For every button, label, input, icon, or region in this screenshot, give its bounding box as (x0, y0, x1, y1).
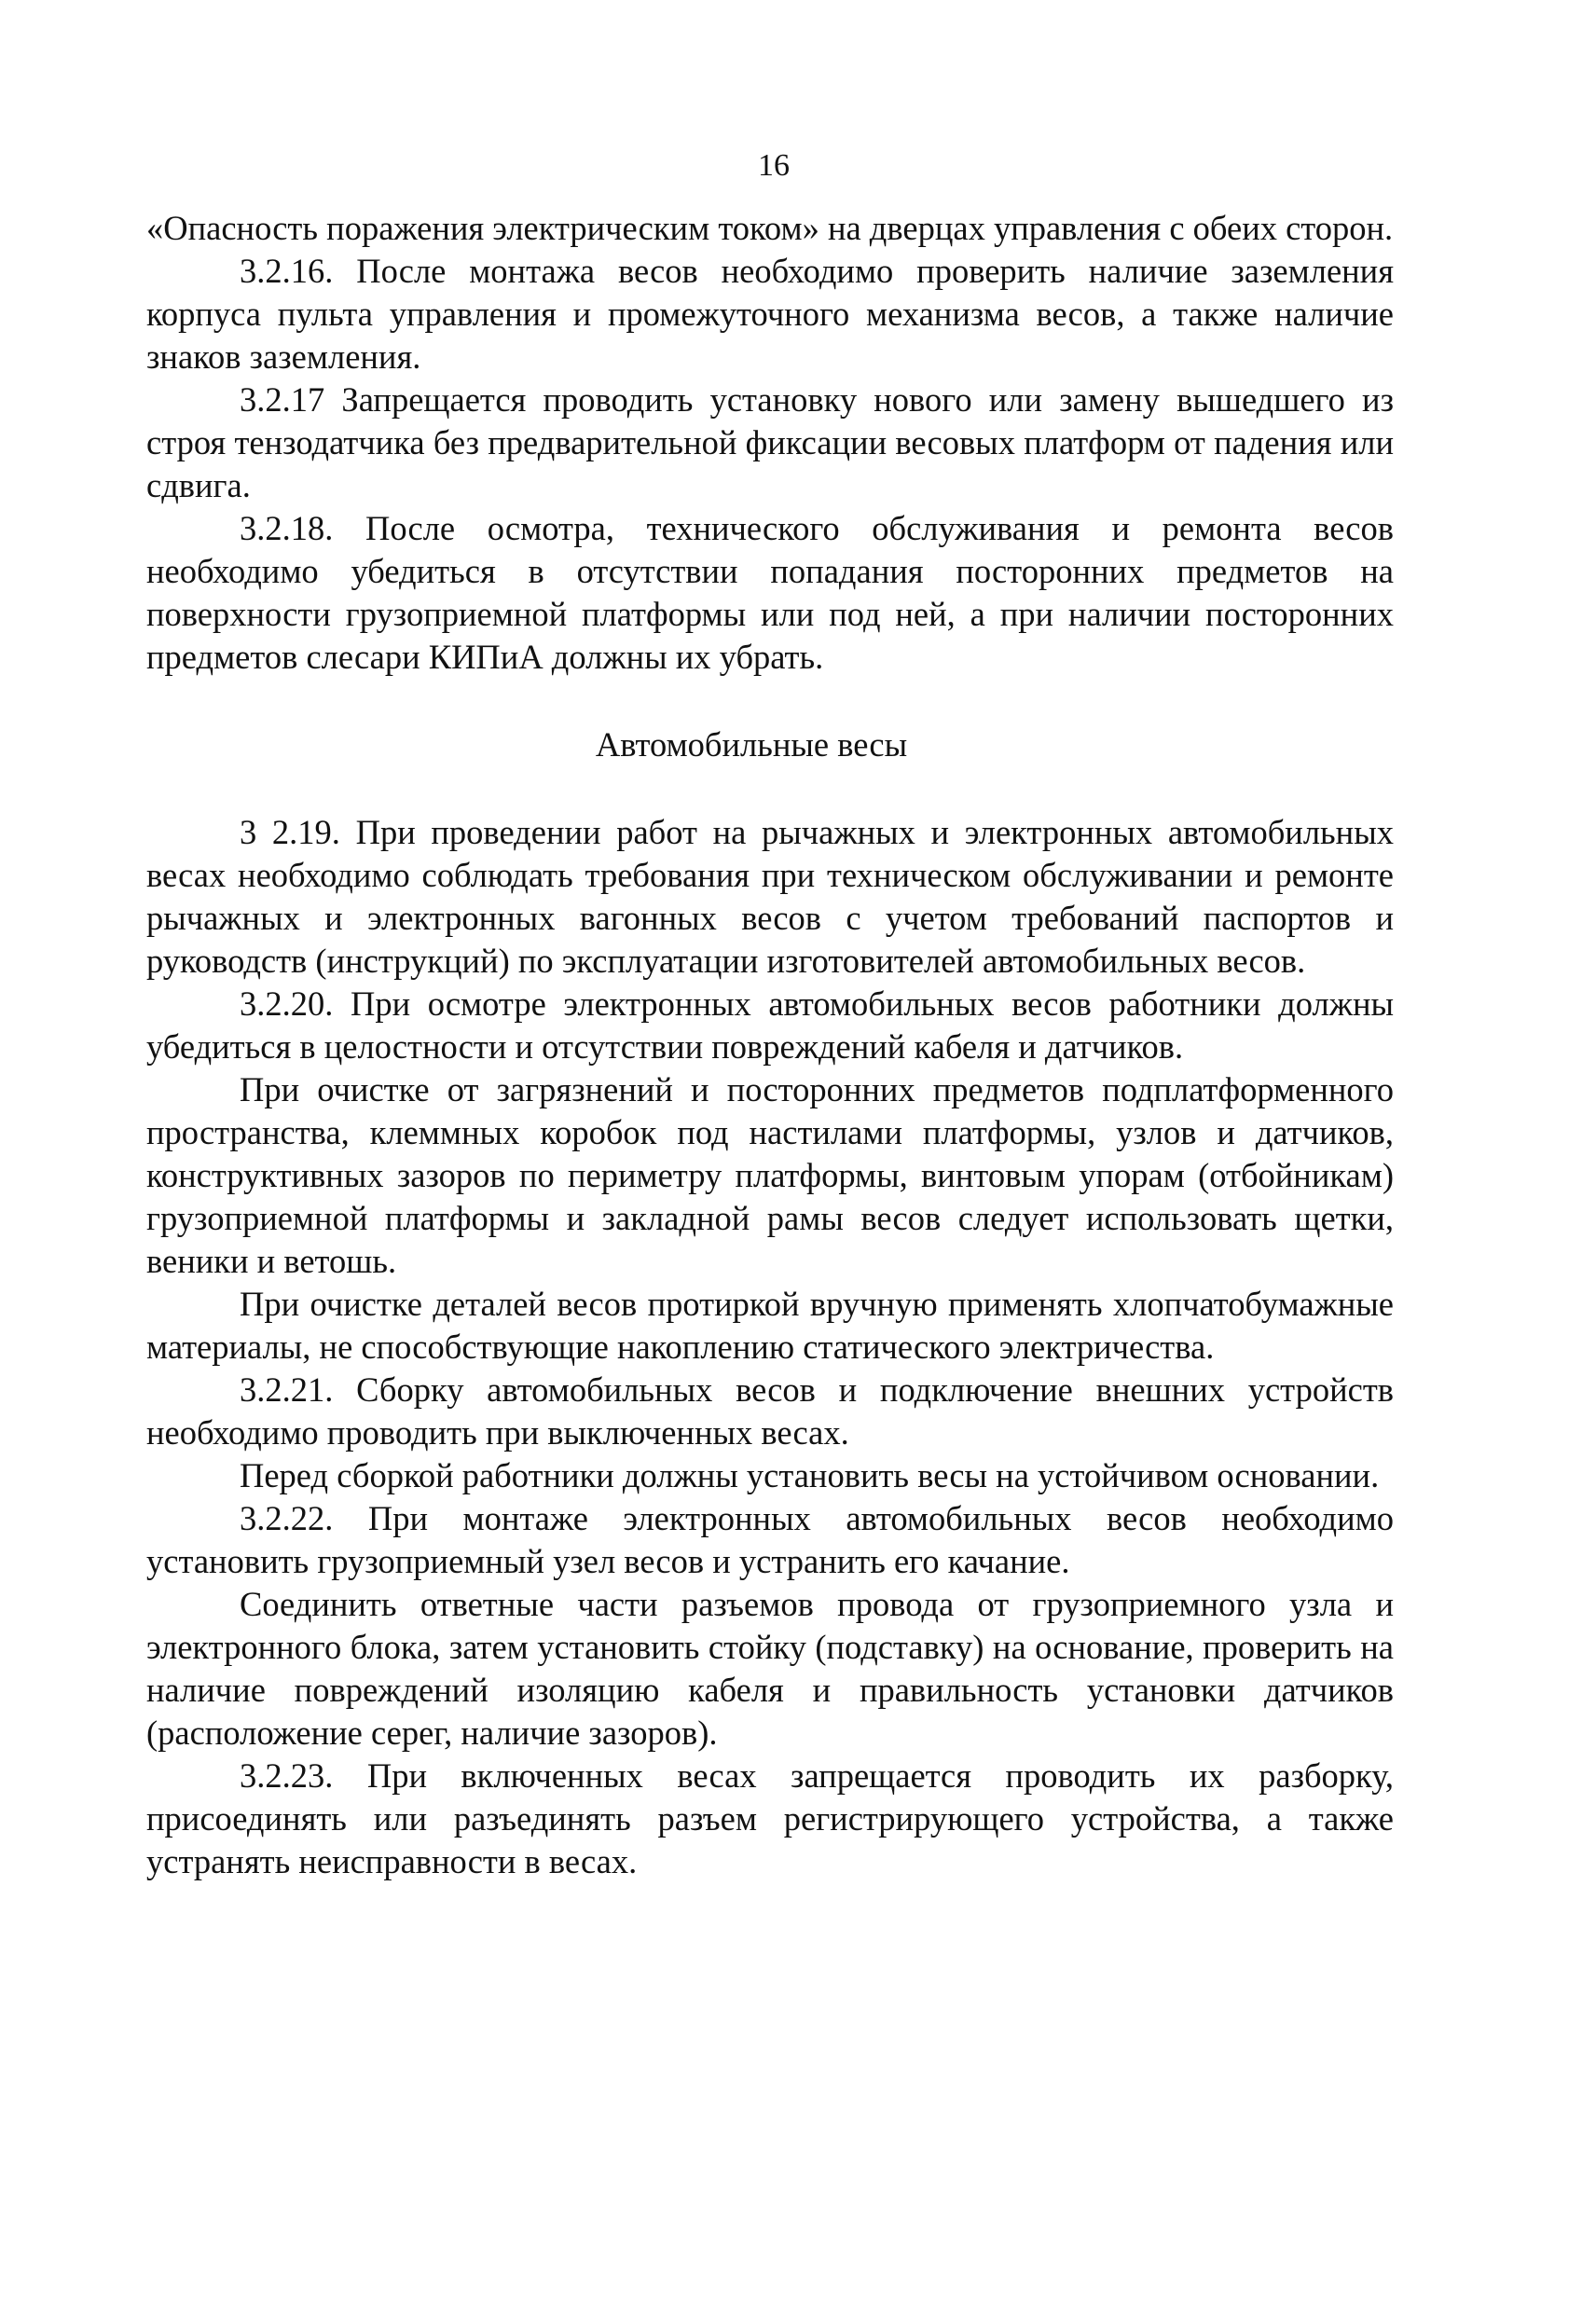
paragraph-3-2-19: 3 2.19. При проведении работ на рычажных и электронных автомобильных весах необходимо соблюдать требования при техническом обслуживании и ремонте рычажных и электронных вагонных весов с учетом требований паспортов и руководств (инструкций) по эксплуатации изготовителей автомобильных весов. (146, 813, 1394, 980)
paragraph-continuation: «Опасность поражения электрическим током» на дверцах управления с обеих сторон. (146, 209, 1394, 247)
paragraph-assembly: Перед сборкой работники должны установить весы на устойчивом основании. (240, 1456, 1380, 1494)
paragraph-3-2-22: 3.2.22. При монтаже электронных автомобильных весов необходимо установить грузоприемный узел весов и устранить его качание. (146, 1499, 1394, 1580)
paragraph-cleaning-platform: При очистке от загрязнений и посторонних предметов подплатформенного пространства, клеммных коробок под настилами платформы, узлов и датчиков, конструктивных зазоров по периметру платформы, винтовым упорам (отбойникам) грузоприемной платформы и закладной рамы весов следует использовать щетки, веники и ветошь. (146, 1070, 1394, 1280)
paragraph-3-2-16: 3.2.16. После монтажа весов необходимо проверить наличие заземления корпуса пульта управления и промежуточного механизма весов, а также наличие знаков заземления. (146, 252, 1394, 376)
section-heading: Автомобильные весы (595, 725, 908, 764)
paragraph-3-2-18: 3.2.18. После осмотра, технического обслуживания и ремонта весов необходимо убедиться в отсутствии попадания посторонних предметов на поверхности грузоприемной платформы или под ней, а при наличии посторонних предметов слесари КИПиА должны их убрать. (146, 509, 1394, 676)
page-body (146, 207, 1394, 1883)
paragraph-3-2-21: 3.2.21. Сборку автомобильных весов и подключение внешних устройств необходимо проводить при выключенных весах. (146, 1370, 1394, 1452)
paragraph-3-2-17: 3.2.17 Запрещается проводить установку нового или замену вышедшего из строя тензодатчика без предварительной фиксации весовых платформ от падения или сдвига. (146, 380, 1394, 504)
page-number: 16 (758, 148, 790, 183)
paragraph-3-2-23: 3.2.23. При включенных весах запрещается проводить их разборку, присоединять или разъединять разъем регистрирующего устройства, а также устранять неисправности в весах. (146, 1756, 1394, 1880)
paragraph-connect-parts: Соединить ответные части разъемов провода от грузоприемного узла и электронного блока, затем установить стойку (подставку) на основание, проверить на наличие повреждений изоляцию кабеля и правильность установки датчиков (расположение серег, наличие зазоров). (146, 1585, 1394, 1752)
paragraph-3-2-20: 3.2.20. При осмотре электронных автомобильных весов работники должны убедиться в целостности и отсутствии повреждений кабеля и датчиков. (146, 984, 1394, 1066)
paragraph-cleaning-parts: При очистке деталей весов протиркой вручную применять хлопчатобумажные материалы, не способствующие накоплению статического электричества. (146, 1285, 1394, 1366)
